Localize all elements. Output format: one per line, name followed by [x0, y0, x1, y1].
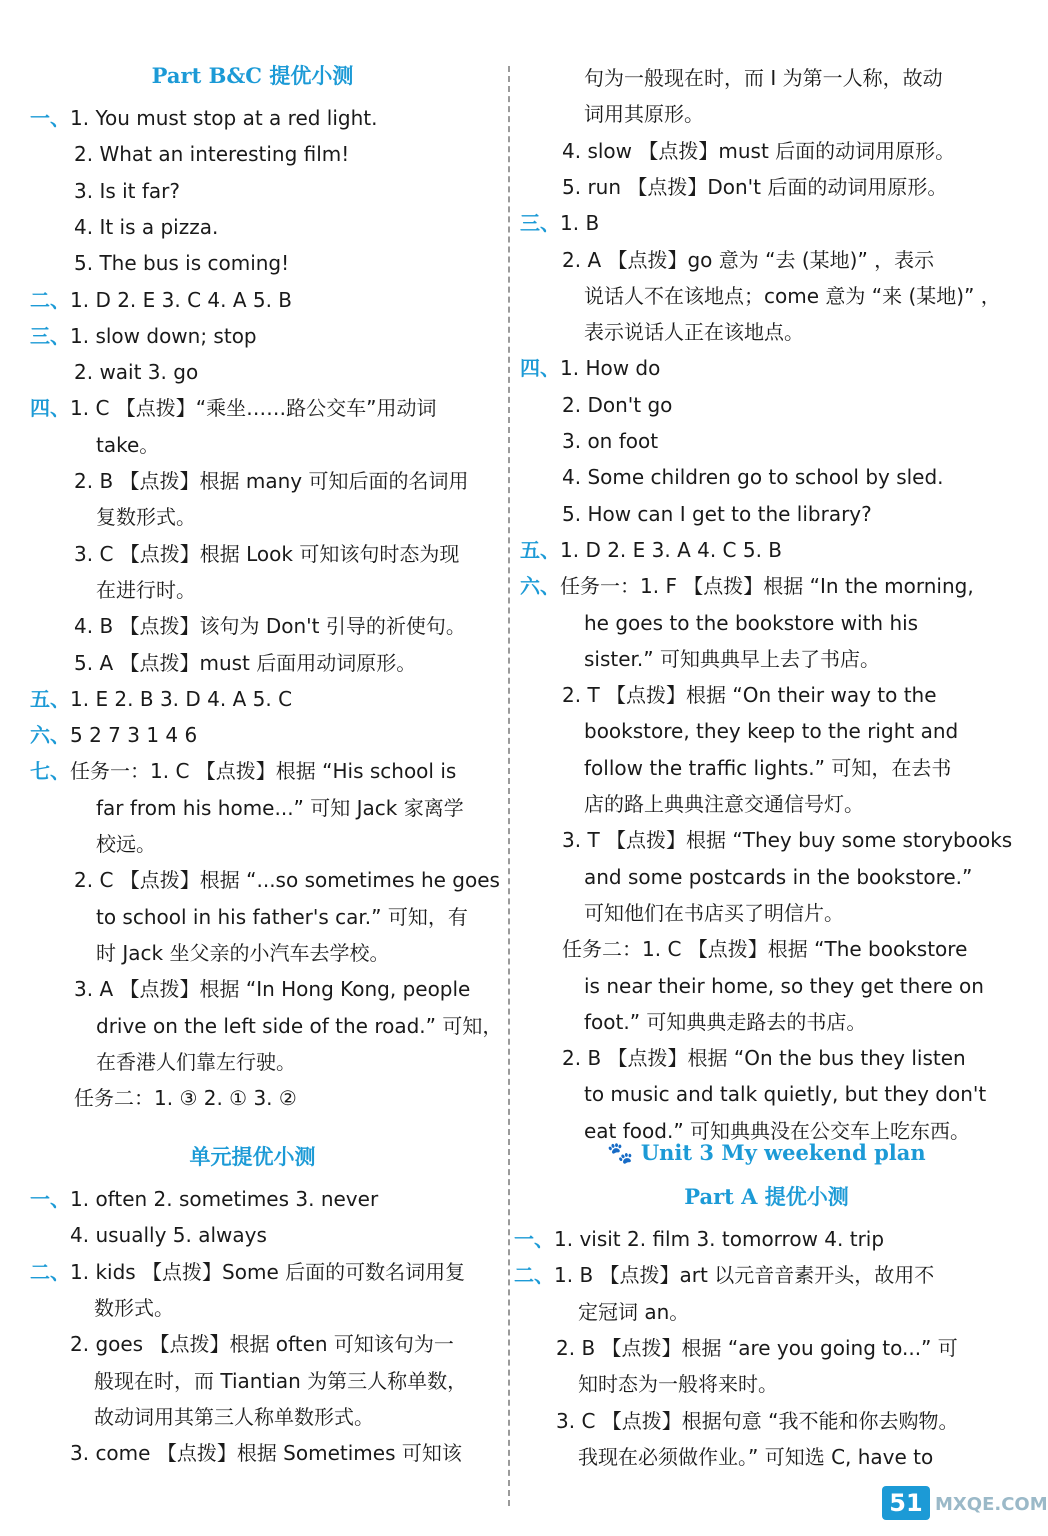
- answer-line: [96, 572, 196, 608]
- answer-text: 5 2 7 3 1 4 6: [70, 723, 198, 748]
- answer-text: 店的路上典典注意交通信号灯。: [584, 792, 864, 816]
- answer-text: follow the traffic lights.” 可知，在去书: [584, 755, 952, 780]
- answer-line: [584, 641, 880, 677]
- answer-text: 我现在必须做作业。” 可知选 C, have to: [578, 1444, 934, 1469]
- answer-text: 4. usually 5. always: [70, 1223, 267, 1248]
- answer-text: 3. C 【点拨】根据 Look 可知该句时态为现: [74, 541, 460, 566]
- answer-line: [96, 499, 196, 535]
- answer-text: 1. D 2. E 3. A 4. C 5. B: [560, 537, 783, 562]
- answer-text: 2. A 【点拨】go 意为 “去 (某地)” ，表示: [562, 247, 935, 272]
- answer-line: [562, 387, 672, 423]
- answer-text: 5. How can I get to the library?: [562, 501, 872, 526]
- answer-text: 任务一：1. C 【点拨】根据 “His school is: [70, 759, 457, 784]
- question-number: 六、: [30, 723, 70, 748]
- answer-line: [94, 1290, 174, 1326]
- answer-line: [514, 1221, 884, 1257]
- answer-line: [584, 278, 1001, 314]
- answer-text: 任务一：1. F 【点拨】根据 “In the morning,: [560, 574, 974, 599]
- answer-line: [96, 826, 156, 862]
- answer-text: foot.” 可知典典走路去的书店。: [584, 1009, 867, 1034]
- answer-line: [74, 354, 198, 390]
- answer-line: [70, 1217, 267, 1253]
- answer-text: to music and talk quietly, but they don't: [584, 1082, 987, 1107]
- unit-title-text: Unit 3 My weekend plan: [640, 1140, 926, 1165]
- answer-line: [520, 350, 660, 386]
- answer-text: 3. T 【点拨】根据 “They buy some storybooks: [562, 828, 1013, 853]
- question-number: 二、: [514, 1263, 554, 1288]
- answer-text: 可知他们在书店买了明信片。: [584, 900, 844, 925]
- answer-line: [562, 242, 934, 278]
- question-number: 四、: [520, 356, 560, 381]
- answer-text: 2. B 【点拨】根据 “are you going to...” 可: [556, 1335, 958, 1360]
- answer-line: [584, 60, 943, 96]
- answer-line: [70, 1435, 462, 1471]
- answer-line: [74, 645, 416, 681]
- answer-line: [30, 753, 456, 789]
- answer-text: 4. B 【点拨】该句为 Don't 引导的祈使句。: [74, 614, 466, 639]
- answer-line: [74, 209, 218, 245]
- answer-text: 1. B 【点拨】art 以元音音素开头，故用不: [554, 1263, 935, 1288]
- answer-line: [562, 169, 947, 205]
- answer-text: 2. Don't go: [562, 392, 673, 417]
- answer-line: [562, 459, 944, 495]
- section-title-unit-test: 单元提优小测: [189, 1144, 316, 1169]
- answer-text: 任务二：1. ③ 2. ① 3. ②: [74, 1086, 297, 1111]
- answer-text: 5. A 【点拨】must 后面用动词原形。: [74, 650, 417, 675]
- answer-line: [584, 96, 704, 132]
- answer-line: [578, 1439, 933, 1475]
- answer-text: sister.” 可知典典早上去了书店。: [584, 646, 881, 671]
- answer-text: 表示说话人正在该地点。: [584, 320, 804, 345]
- page-number: 51: [882, 1486, 930, 1520]
- answer-line: [96, 1008, 502, 1044]
- answer-line: [578, 1294, 689, 1330]
- answer-line: [584, 859, 972, 895]
- answer-line: [30, 390, 436, 426]
- answer-text: eat food.” 可知典典没在公交车上吃东西。: [584, 1118, 971, 1143]
- answer-line: [96, 935, 389, 971]
- answer-text: 复数形式。: [96, 505, 196, 530]
- answer-line: [520, 568, 974, 604]
- answer-text: to school in his father's car.” 可知，有: [96, 904, 468, 929]
- answer-text: 1. often 2. sometimes 3. never: [70, 1187, 379, 1211]
- answer-text: 2. T 【点拨】根据 “On their way to the: [562, 683, 937, 708]
- paw-icon: 🐾: [607, 1140, 641, 1165]
- answer-line: [556, 1403, 958, 1439]
- question-number: 六、: [520, 574, 560, 599]
- answer-text: 故动词用其第三人称单数形式。: [94, 1404, 374, 1429]
- answer-text: 2. What an interesting film!: [74, 142, 350, 167]
- answer-text: 数形式。: [94, 1295, 174, 1320]
- answer-line: [74, 245, 289, 281]
- answer-text: 3. C 【点拨】根据句意 “我不能和你去购物。: [556, 1408, 959, 1433]
- answer-line: [584, 786, 864, 822]
- answer-text: 2. C 【点拨】根据 “...so sometimes he goes: [74, 868, 500, 893]
- answer-text: 1. E 2. B 3. D 4. A 5. C: [70, 686, 293, 711]
- answer-text: 在香港人们靠左行驶。: [96, 1049, 296, 1074]
- unit-title: [512, 1140, 1021, 1166]
- answer-text: he goes to the bookstore with his: [584, 610, 919, 635]
- answer-line: [514, 1257, 934, 1293]
- answer-line: [96, 427, 159, 463]
- answer-line: [520, 205, 599, 241]
- section-title-part-a: Part A 提优小测: [684, 1184, 849, 1209]
- question-number: 一、: [514, 1227, 554, 1251]
- answer-line: [562, 822, 1012, 858]
- answer-line: [30, 282, 292, 318]
- answer-line: [30, 1181, 378, 1217]
- answer-text: is near their home, so they get there on: [584, 973, 984, 998]
- answer-line: [74, 862, 500, 898]
- answer-text: 3. on foot: [562, 429, 659, 453]
- question-number: 四、: [30, 396, 70, 421]
- answer-line: [520, 532, 782, 568]
- answer-text: 说话人不在该地点；come 意为 “来 (某地)” ，: [584, 283, 1001, 308]
- answer-line: [74, 971, 470, 1007]
- answer-line: [94, 1363, 467, 1399]
- answer-line: [94, 1399, 374, 1435]
- answer-line: [584, 895, 844, 931]
- answer-line: [584, 713, 958, 749]
- question-number: 二、: [30, 287, 70, 312]
- answer-text: 5. The bus is coming!: [74, 251, 290, 276]
- answer-line: [556, 1330, 958, 1366]
- answer-text: 2. wait 3. go: [74, 360, 199, 385]
- answer-line: [584, 1076, 986, 1112]
- column-divider: [508, 66, 510, 1506]
- answer-text: 1. D 2. E 3. C 4. A 5. B: [70, 287, 293, 312]
- answer-text: take。: [96, 432, 160, 457]
- answer-text: 3. Is it far?: [74, 178, 181, 203]
- question-number: 三、: [520, 211, 560, 236]
- answer-line: [96, 790, 464, 826]
- answer-line: [74, 173, 180, 209]
- answer-text: and some postcards in the bookstore.”: [584, 864, 973, 889]
- answer-line: [74, 136, 349, 172]
- answer-line: [584, 750, 951, 786]
- answer-line: [562, 496, 872, 532]
- answer-line: [96, 899, 468, 935]
- answer-text: drive on the left side of the road.” 可知，: [96, 1013, 503, 1038]
- answer-text: 3. come 【点拨】根据 Sometimes 可知该: [70, 1441, 462, 1466]
- answer-text: 1. You must stop at a red light.: [70, 106, 378, 130]
- answer-line: [74, 608, 466, 644]
- answer-text: 5. run 【点拨】Don't 后面的动词用原形。: [562, 174, 948, 199]
- answer-text: 定冠词 an。: [578, 1299, 690, 1324]
- answer-text: 任务二：1. C 【点拨】根据 “The bookstore: [562, 937, 968, 962]
- answer-text: 3. A 【点拨】根据 “In Hong Kong, people: [74, 977, 471, 1002]
- answer-text: 1. C 【点拨】“乘坐……路公交车”用动词: [70, 396, 437, 421]
- answer-text: 句为一般现在时，而 I 为第一人称，故动: [584, 66, 943, 90]
- answer-text: 般现在时，而 Tiantian 为第三人称单数，: [94, 1368, 468, 1393]
- answer-text: 1. How do: [560, 356, 661, 381]
- question-number: 二、: [30, 1259, 70, 1284]
- answer-line: [584, 968, 984, 1004]
- answer-line: [562, 133, 955, 169]
- answer-line: [74, 536, 459, 572]
- answer-line: [562, 931, 967, 967]
- answer-text: 1. kids 【点拨】Some 后面的可数名词用复: [70, 1259, 466, 1284]
- answer-text: 2. goes 【点拨】根据 often 可知该句为一: [70, 1332, 454, 1357]
- answer-text: bookstore, they keep to the right and: [584, 719, 959, 744]
- question-number: 一、: [30, 106, 70, 130]
- answer-text: 4. slow 【点拨】must 后面的动词用原形。: [562, 138, 956, 163]
- answer-text: 词用其原形。: [584, 102, 704, 127]
- answer-line: [584, 605, 918, 641]
- answer-text: 知时态为一般将来时。: [578, 1372, 778, 1397]
- answer-text: 时 Jack 坐父亲的小汽车去学校。: [96, 940, 390, 965]
- answer-line: [30, 100, 378, 136]
- answer-line: [30, 1254, 465, 1290]
- question-number: 五、: [520, 537, 560, 562]
- answer-line: [562, 1040, 966, 1076]
- answer-line: [30, 318, 257, 354]
- answer-text: 2. B 【点拨】根据 many 可知后面的名词用: [74, 469, 469, 493]
- section-title-part-bc: Part B&C 提优小测: [151, 63, 354, 88]
- answer-text: 1. B: [560, 211, 600, 236]
- answer-line: [96, 1044, 296, 1080]
- question-number: 三、: [30, 323, 70, 348]
- answer-line: [562, 677, 937, 713]
- answer-line: [584, 314, 804, 350]
- answer-line: [74, 463, 468, 499]
- answer-text: 4. It is a pizza.: [74, 214, 219, 239]
- answer-text: far from his home...” 可知 Jack 家离学: [96, 795, 464, 820]
- answer-line: [578, 1366, 778, 1402]
- answer-line: [70, 1326, 454, 1362]
- question-number: 一、: [30, 1187, 70, 1211]
- watermark-logo: MXQE.COM: [935, 1494, 1048, 1515]
- answer-text: 4. Some children go to school by sled.: [562, 465, 944, 490]
- answer-text: 2. B 【点拨】根据 “On the bus they listen: [562, 1046, 966, 1071]
- answer-text: 1. slow down; stop: [70, 323, 257, 348]
- question-number: 七、: [30, 759, 70, 784]
- answer-text: 校远。: [96, 832, 156, 856]
- answer-line: [584, 1004, 866, 1040]
- question-number: 五、: [30, 686, 70, 711]
- answer-text: 在进行时。: [96, 577, 196, 602]
- answer-line: [74, 1080, 297, 1116]
- answer-text: 1. visit 2. film 3. tomorrow 4. trip: [554, 1227, 885, 1251]
- answer-line: [30, 717, 197, 753]
- answer-line: [30, 681, 292, 717]
- answer-line: [562, 423, 658, 459]
